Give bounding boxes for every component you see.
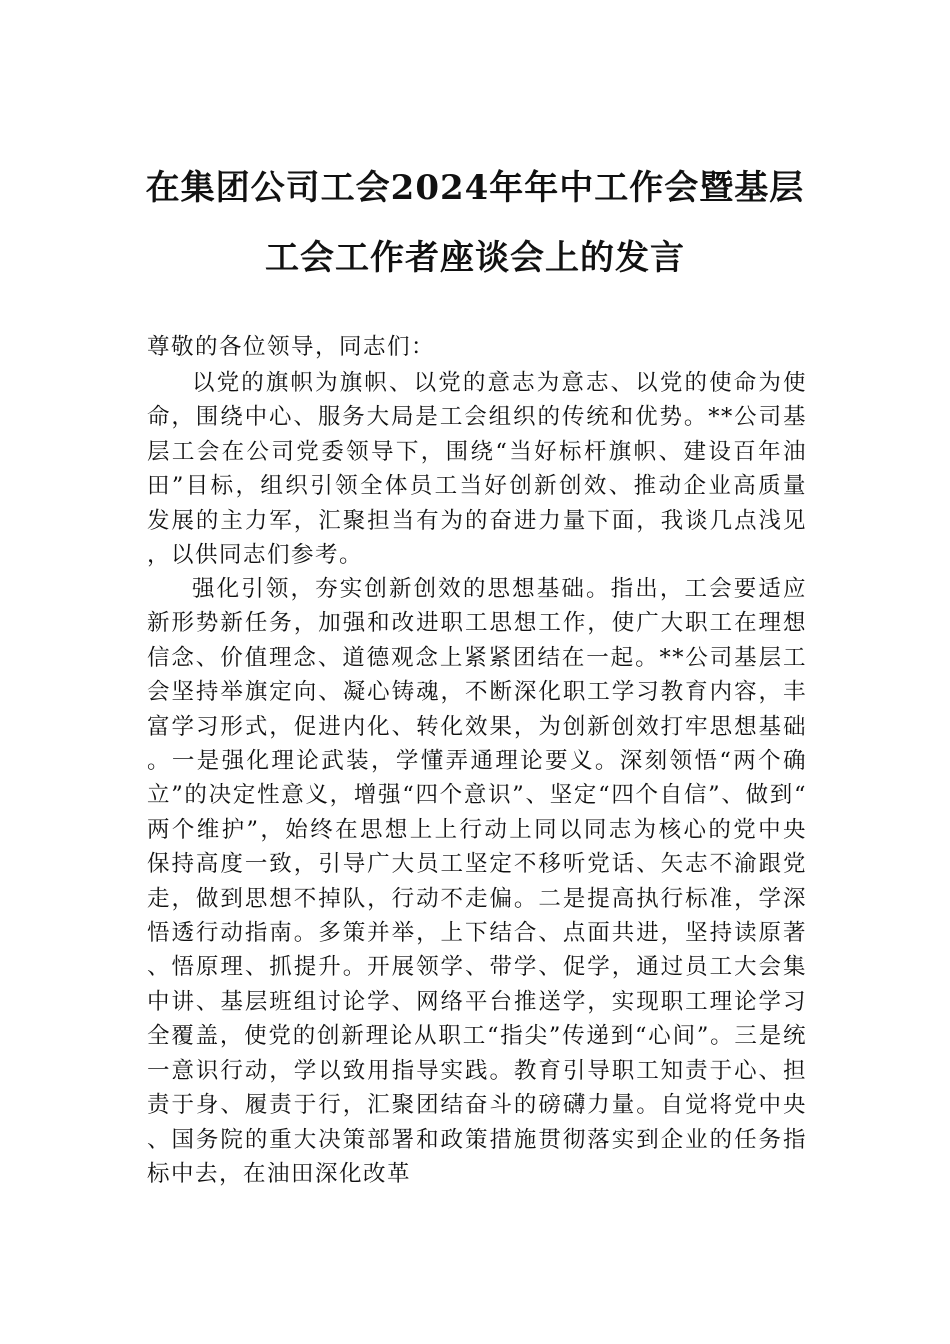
paragraph-1: 以党的旗帜为旗帜、以党的意志为意志、以党的使命为使命，围绕中心、服务大局是工会组织的传统和优势。**公司基层工会在公司党委领导下，围绕“当好标杆旗帜、建设百年油田”目标，组织引领全体员工当好创新创效、推动企业高质量发展的主力军，汇聚担当有为的奋进力量下面，我谈几点浅见，以供同志们参考。 (147, 370, 807, 569)
document-title-line1: 在集团公司工会2024年年中工作会暨基层 (145, 168, 805, 208)
salutation: 尊敬的各位领导，同志们： (147, 334, 436, 360)
paragraph-2 (147, 572, 807, 1191)
paragraph-2-lead: 强化引领，夯实创新创效的思想基础。 (192, 576, 611, 602)
paragraph-2-body: 指出，工会要适应新形势新任务，加强和改进职工思想工作，使广大职工在理想信念、价值理念、道德观念上紧紧团结在一起。**公司基层工会坚持举旗定向、凝心铸魂，不断深化职工学习教育内容，丰富学习形式，促进内化、转化效果，为创新创效打牢思想基础。一是强化理论武装，学懂弄通理论要义。深刻领悟“两个确立”的决定性意义，增强“四个意识”、坚定“四个自信”、做到“两个维护”，始终在思想上上行动上同以同志为核心的党中央保持高度一致，引导广大员工坚定不移听党话、矢志不渝跟党走，做到思想不掉队，行动不走偏。二是提高执行标准，学深悟透行动指南。多策并举，上下结合、点面共进，坚持读原著、悟原理、抓提升。开展领学、带学、促学，通过员工大会集中讲、基层班组讨论学、网络平台推送学，实现职工理论学习全覆盖，使党的创新理论从职工“指尖”传递到“心间”。三是统一意识行动，学以致用指导实践。教育引导职工知责于心、担责于身、履责于行，汇聚团结奋斗的磅礴力量。自觉将党中央、国务院的重大决策部署和政策措施贯彻落实到企业的任务指标中去，在油田深化改革 (147, 576, 807, 1187)
document-title-line2: 工会工作者座谈会上的发言 (265, 238, 685, 278)
